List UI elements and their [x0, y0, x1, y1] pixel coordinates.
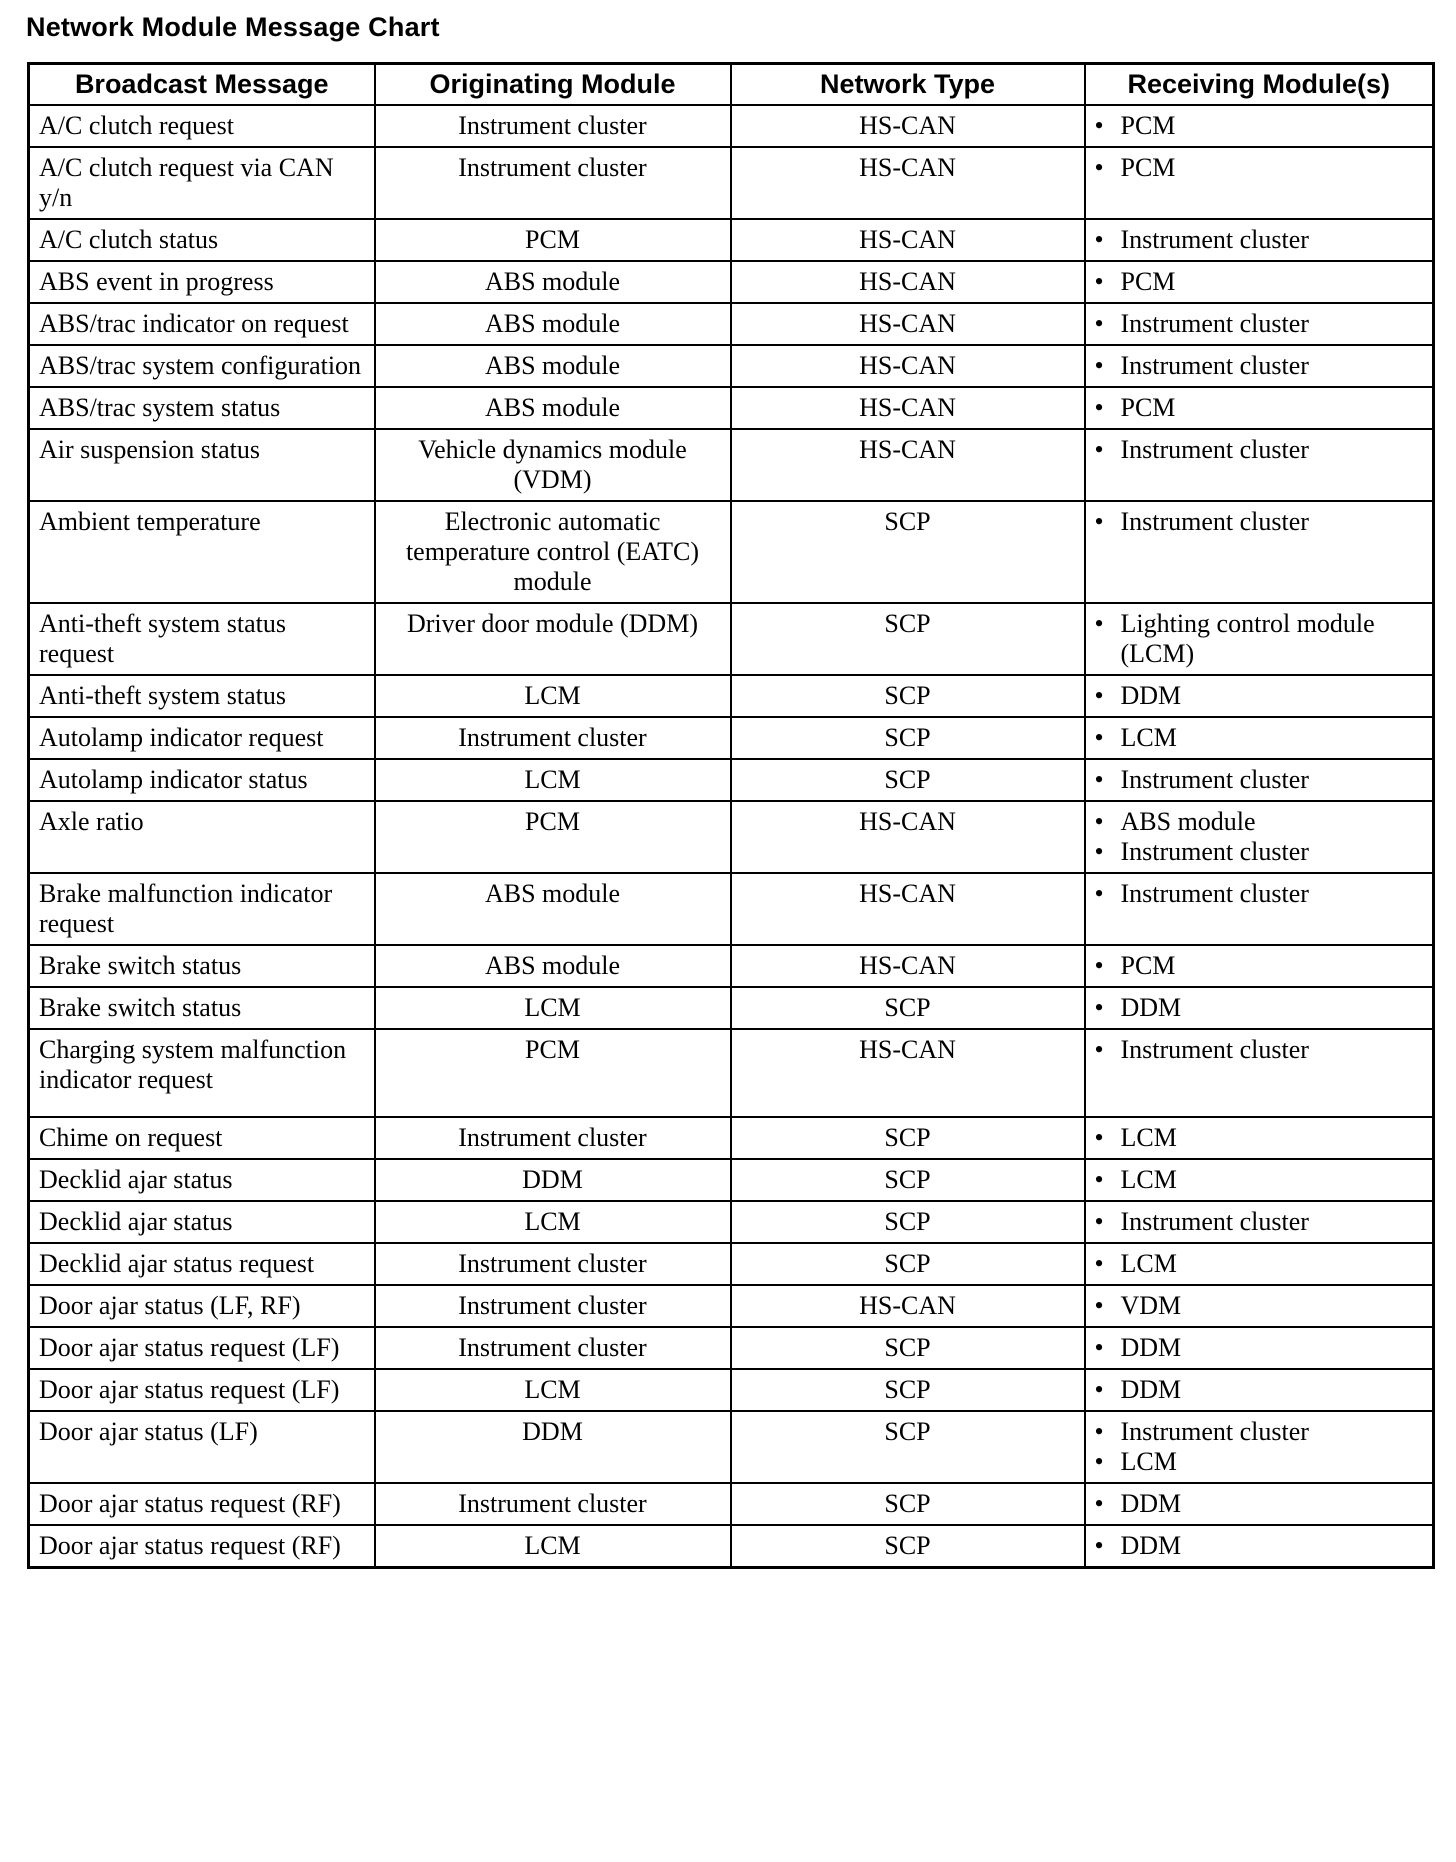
receiving-module-item	[1095, 225, 1424, 255]
table-row	[29, 1525, 1434, 1568]
receiving-module-label: PCM	[1120, 393, 1176, 422]
bullet-icon: •	[1094, 1333, 1104, 1362]
receiving-module-item	[1095, 609, 1424, 669]
cell-originating-module: LCM	[375, 1525, 731, 1568]
cell-network-type: SCP	[731, 675, 1085, 717]
cell-originating-module: Instrument cluster	[375, 1243, 731, 1285]
header-row	[29, 64, 1434, 106]
receiving-module-label: LCM	[1120, 1165, 1177, 1194]
table-row	[29, 1117, 1434, 1159]
receiving-module-label: DDM	[1120, 1531, 1182, 1560]
cell-broadcast-message: Brake malfunction indicator request	[29, 873, 375, 945]
table-row	[29, 1483, 1434, 1525]
cell-originating-module: LCM	[375, 1201, 731, 1243]
receiving-module-item	[1095, 1489, 1424, 1519]
page-title: Network Module Message Chart	[26, 12, 440, 42]
cell-network-type: SCP	[731, 603, 1085, 675]
bullet-icon: •	[1094, 765, 1104, 794]
cell-receiving-modules	[1085, 1483, 1434, 1525]
table-row	[29, 945, 1434, 987]
cell-receiving-modules	[1085, 1117, 1434, 1159]
bullet-icon: •	[1094, 435, 1104, 464]
receiving-module-list	[1095, 507, 1424, 537]
table-row	[29, 345, 1434, 387]
receiving-module-item	[1095, 1165, 1424, 1195]
table-body	[29, 105, 1434, 1568]
receiving-module-label: Instrument cluster	[1120, 225, 1309, 254]
cell-receiving-modules	[1085, 675, 1434, 717]
cell-receiving-modules	[1085, 1327, 1434, 1369]
cell-receiving-modules	[1085, 345, 1434, 387]
cell-network-type: HS-CAN	[731, 1285, 1085, 1327]
cell-originating-module: PCM	[375, 801, 731, 873]
cell-receiving-modules	[1085, 501, 1434, 603]
receiving-module-label: DDM	[1120, 993, 1182, 1022]
cell-originating-module: LCM	[375, 759, 731, 801]
cell-broadcast-message: Ambient temperature	[29, 501, 375, 603]
receiving-module-label: Instrument cluster	[1120, 309, 1309, 338]
message-chart-table	[27, 62, 1435, 1569]
bullet-icon: •	[1094, 1291, 1104, 1320]
bullet-icon: •	[1094, 1035, 1104, 1064]
receiving-module-item	[1095, 267, 1424, 297]
cell-originating-module: Instrument cluster	[375, 1327, 731, 1369]
cell-broadcast-message: ABS event in progress	[29, 261, 375, 303]
receiving-module-label: Instrument cluster	[1120, 1035, 1309, 1064]
bullet-icon: •	[1094, 1489, 1104, 1518]
cell-originating-module: Instrument cluster	[375, 147, 731, 219]
cell-network-type: HS-CAN	[731, 345, 1085, 387]
receiving-module-item	[1095, 309, 1424, 339]
cell-network-type: SCP	[731, 1483, 1085, 1525]
cell-network-type: HS-CAN	[731, 105, 1085, 147]
cell-network-type: SCP	[731, 717, 1085, 759]
cell-originating-module: Instrument cluster	[375, 1483, 731, 1525]
cell-network-type: HS-CAN	[731, 429, 1085, 501]
cell-broadcast-message: Anti-theft system status	[29, 675, 375, 717]
column-header-originating-module: Originating Module	[375, 64, 731, 106]
receiving-module-label: Instrument cluster	[1120, 837, 1309, 866]
receiving-module-list	[1095, 435, 1424, 465]
cell-originating-module: LCM	[375, 675, 731, 717]
receiving-module-list	[1095, 993, 1424, 1023]
cell-receiving-modules	[1085, 945, 1434, 987]
receiving-module-item	[1095, 879, 1424, 909]
table-row	[29, 675, 1434, 717]
table-row	[29, 387, 1434, 429]
cell-receiving-modules	[1085, 1369, 1434, 1411]
bullet-icon: •	[1094, 393, 1104, 422]
receiving-module-label: DDM	[1120, 1333, 1182, 1362]
table-row	[29, 1369, 1434, 1411]
receiving-module-item	[1095, 1123, 1424, 1153]
receiving-module-item	[1095, 723, 1424, 753]
receiving-module-item	[1095, 435, 1424, 465]
cell-network-type: HS-CAN	[731, 219, 1085, 261]
bullet-icon: •	[1094, 993, 1104, 1022]
receiving-module-item	[1095, 837, 1424, 867]
cell-network-type: SCP	[731, 1525, 1085, 1568]
cell-broadcast-message: Chime on request	[29, 1117, 375, 1159]
cell-broadcast-message: A/C clutch request via CAN y/n	[29, 147, 375, 219]
cell-broadcast-message: Charging system malfunction indicator request	[29, 1029, 375, 1117]
cell-broadcast-message: Door ajar status request (LF)	[29, 1369, 375, 1411]
receiving-module-list	[1095, 1417, 1424, 1477]
cell-originating-module: ABS module	[375, 345, 731, 387]
receiving-module-list	[1095, 1531, 1424, 1561]
cell-receiving-modules	[1085, 801, 1434, 873]
cell-broadcast-message: A/C clutch status	[29, 219, 375, 261]
cell-network-type: SCP	[731, 1411, 1085, 1483]
receiving-module-list	[1095, 765, 1424, 795]
cell-originating-module: ABS module	[375, 261, 731, 303]
table-row	[29, 501, 1434, 603]
receiving-module-label: VDM	[1120, 1291, 1182, 1320]
bullet-icon: •	[1094, 1165, 1104, 1194]
receiving-module-item	[1095, 1035, 1424, 1065]
bullet-icon: •	[1094, 609, 1104, 638]
receiving-module-label: Lighting control module (LCM)	[1120, 609, 1375, 668]
bullet-icon: •	[1094, 111, 1104, 140]
bullet-icon: •	[1094, 951, 1104, 980]
cell-network-type: HS-CAN	[731, 945, 1085, 987]
receiving-module-item	[1095, 1333, 1424, 1363]
table-row	[29, 429, 1434, 501]
cell-receiving-modules	[1085, 873, 1434, 945]
receiving-module-item	[1095, 393, 1424, 423]
cell-network-type: SCP	[731, 1243, 1085, 1285]
cell-broadcast-message: Brake switch status	[29, 987, 375, 1029]
cell-broadcast-message: Autolamp indicator status	[29, 759, 375, 801]
cell-receiving-modules	[1085, 219, 1434, 261]
cell-receiving-modules	[1085, 429, 1434, 501]
cell-network-type: SCP	[731, 501, 1085, 603]
receiving-module-item	[1095, 351, 1424, 381]
receiving-module-list	[1095, 951, 1424, 981]
receiving-module-label: LCM	[1120, 1123, 1177, 1152]
receiving-module-list	[1095, 1375, 1424, 1405]
receiving-module-list	[1095, 1489, 1424, 1519]
cell-originating-module: Electronic automatic temperature control (EATC) module	[375, 501, 731, 603]
cell-broadcast-message: ABS/trac indicator on request	[29, 303, 375, 345]
cell-network-type: SCP	[731, 1117, 1085, 1159]
receiving-module-label: Instrument cluster	[1120, 1207, 1309, 1236]
bullet-icon: •	[1094, 1447, 1104, 1476]
receiving-module-list	[1095, 1249, 1424, 1279]
cell-receiving-modules	[1085, 1285, 1434, 1327]
receiving-module-label: LCM	[1120, 723, 1177, 752]
cell-broadcast-message: Decklid ajar status	[29, 1159, 375, 1201]
cell-network-type: HS-CAN	[731, 261, 1085, 303]
table-row	[29, 219, 1434, 261]
bullet-icon: •	[1094, 225, 1104, 254]
cell-originating-module: DDM	[375, 1411, 731, 1483]
receiving-module-list	[1095, 1333, 1424, 1363]
cell-broadcast-message: Autolamp indicator request	[29, 717, 375, 759]
cell-originating-module: Vehicle dynamics module (VDM)	[375, 429, 731, 501]
bullet-icon: •	[1094, 1417, 1104, 1446]
receiving-module-list	[1095, 225, 1424, 255]
bullet-icon: •	[1094, 351, 1104, 380]
cell-originating-module: Driver door module (DDM)	[375, 603, 731, 675]
bullet-icon: •	[1094, 309, 1104, 338]
column-header-broadcast-message: Broadcast Message	[29, 64, 375, 106]
table-row	[29, 717, 1434, 759]
bullet-icon: •	[1094, 1123, 1104, 1152]
receiving-module-label: LCM	[1120, 1249, 1177, 1278]
cell-originating-module: DDM	[375, 1159, 731, 1201]
cell-network-type: SCP	[731, 987, 1085, 1029]
table-row	[29, 105, 1434, 147]
cell-broadcast-message: Axle ratio	[29, 801, 375, 873]
receiving-module-list	[1095, 1035, 1424, 1065]
cell-network-type: HS-CAN	[731, 147, 1085, 219]
cell-broadcast-message: Air suspension status	[29, 429, 375, 501]
receiving-module-list	[1095, 153, 1424, 183]
receiving-module-item	[1095, 1249, 1424, 1279]
cell-receiving-modules	[1085, 1525, 1434, 1568]
cell-originating-module: Instrument cluster	[375, 105, 731, 147]
cell-network-type: HS-CAN	[731, 801, 1085, 873]
receiving-module-label: PCM	[1120, 153, 1176, 182]
receiving-module-label: ABS module	[1120, 807, 1256, 836]
bullet-icon: •	[1094, 1207, 1104, 1236]
cell-network-type: SCP	[731, 1327, 1085, 1369]
cell-receiving-modules	[1085, 105, 1434, 147]
table-row	[29, 603, 1434, 675]
receiving-module-item	[1095, 681, 1424, 711]
table-row	[29, 1327, 1434, 1369]
cell-originating-module: PCM	[375, 219, 731, 261]
bullet-icon: •	[1094, 723, 1104, 752]
receiving-module-item	[1095, 1447, 1424, 1477]
bullet-icon: •	[1094, 267, 1104, 296]
cell-receiving-modules	[1085, 387, 1434, 429]
table-row	[29, 147, 1434, 219]
cell-broadcast-message: Door ajar status (LF)	[29, 1411, 375, 1483]
table-row	[29, 987, 1434, 1029]
receiving-module-label: Instrument cluster	[1120, 879, 1309, 908]
receiving-module-list	[1095, 879, 1424, 909]
receiving-module-item	[1095, 111, 1424, 141]
bullet-icon: •	[1094, 879, 1104, 908]
receiving-module-list	[1095, 807, 1424, 867]
receiving-module-list	[1095, 1123, 1424, 1153]
cell-broadcast-message: Door ajar status (LF, RF)	[29, 1285, 375, 1327]
table-row	[29, 1243, 1434, 1285]
table-row	[29, 1029, 1434, 1117]
cell-receiving-modules	[1085, 147, 1434, 219]
cell-originating-module: ABS module	[375, 387, 731, 429]
receiving-module-list	[1095, 351, 1424, 381]
cell-receiving-modules	[1085, 1029, 1434, 1117]
bullet-icon: •	[1094, 153, 1104, 182]
receiving-module-item	[1095, 807, 1424, 837]
cell-network-type: SCP	[731, 1159, 1085, 1201]
cell-originating-module: ABS module	[375, 945, 731, 987]
bullet-icon: •	[1094, 1531, 1104, 1560]
receiving-module-list	[1095, 1207, 1424, 1237]
cell-receiving-modules	[1085, 1411, 1434, 1483]
cell-receiving-modules	[1085, 1243, 1434, 1285]
receiving-module-list	[1095, 681, 1424, 711]
cell-network-type: SCP	[731, 1369, 1085, 1411]
receiving-module-item	[1095, 1207, 1424, 1237]
table-row	[29, 1201, 1434, 1243]
cell-network-type: HS-CAN	[731, 303, 1085, 345]
cell-network-type: HS-CAN	[731, 1029, 1085, 1117]
cell-receiving-modules	[1085, 759, 1434, 801]
receiving-module-item	[1095, 993, 1424, 1023]
cell-broadcast-message: Anti-theft system status request	[29, 603, 375, 675]
table-row	[29, 1411, 1434, 1483]
receiving-module-label: Instrument cluster	[1120, 765, 1309, 794]
receiving-module-list	[1095, 393, 1424, 423]
cell-originating-module: LCM	[375, 1369, 731, 1411]
receiving-module-item	[1095, 765, 1424, 795]
receiving-module-list	[1095, 1165, 1424, 1195]
cell-originating-module: ABS module	[375, 873, 731, 945]
cell-receiving-modules	[1085, 1159, 1434, 1201]
table-row	[29, 801, 1434, 873]
cell-broadcast-message: ABS/trac system status	[29, 387, 375, 429]
receiving-module-list	[1095, 1291, 1424, 1321]
receiving-module-item	[1095, 1417, 1424, 1447]
table-row	[29, 873, 1434, 945]
cell-network-type: HS-CAN	[731, 387, 1085, 429]
cell-network-type: SCP	[731, 759, 1085, 801]
cell-originating-module: LCM	[375, 987, 731, 1029]
cell-receiving-modules	[1085, 987, 1434, 1029]
bullet-icon: •	[1094, 507, 1104, 536]
cell-network-type: HS-CAN	[731, 873, 1085, 945]
receiving-module-label: PCM	[1120, 951, 1176, 980]
receiving-module-label: DDM	[1120, 1489, 1182, 1518]
bullet-icon: •	[1094, 681, 1104, 710]
receiving-module-list	[1095, 309, 1424, 339]
receiving-module-label: Instrument cluster	[1120, 507, 1309, 536]
cell-broadcast-message: Door ajar status request (LF)	[29, 1327, 375, 1369]
cell-broadcast-message: ABS/trac system configuration	[29, 345, 375, 387]
column-header-network-type: Network Type	[731, 64, 1085, 106]
cell-originating-module: Instrument cluster	[375, 1285, 731, 1327]
receiving-module-label: Instrument cluster	[1120, 435, 1309, 464]
receiving-module-list	[1095, 723, 1424, 753]
cell-receiving-modules	[1085, 1201, 1434, 1243]
table-row	[29, 261, 1434, 303]
cell-originating-module: ABS module	[375, 303, 731, 345]
receiving-module-label: Instrument cluster	[1120, 351, 1309, 380]
receiving-module-item	[1095, 951, 1424, 981]
receiving-module-label: DDM	[1120, 681, 1182, 710]
receiving-module-list	[1095, 267, 1424, 297]
cell-network-type: SCP	[731, 1201, 1085, 1243]
cell-broadcast-message: Brake switch status	[29, 945, 375, 987]
receiving-module-label: DDM	[1120, 1375, 1182, 1404]
receiving-module-item	[1095, 507, 1424, 537]
cell-originating-module: Instrument cluster	[375, 717, 731, 759]
cell-originating-module: Instrument cluster	[375, 1117, 731, 1159]
table-row	[29, 759, 1434, 801]
receiving-module-label: PCM	[1120, 267, 1176, 296]
receiving-module-list	[1095, 111, 1424, 141]
bullet-icon: •	[1094, 1249, 1104, 1278]
receiving-module-item	[1095, 1291, 1424, 1321]
table-row	[29, 1285, 1434, 1327]
table-row	[29, 1159, 1434, 1201]
cell-broadcast-message: A/C clutch request	[29, 105, 375, 147]
cell-receiving-modules	[1085, 717, 1434, 759]
bullet-icon: •	[1094, 837, 1104, 866]
bullet-icon: •	[1094, 1375, 1104, 1404]
receiving-module-item	[1095, 153, 1424, 183]
cell-originating-module: PCM	[375, 1029, 731, 1117]
receiving-module-label: Instrument cluster	[1120, 1417, 1309, 1446]
cell-receiving-modules	[1085, 603, 1434, 675]
cell-receiving-modules	[1085, 303, 1434, 345]
cell-receiving-modules	[1085, 261, 1434, 303]
cell-broadcast-message: Door ajar status request (RF)	[29, 1525, 375, 1568]
receiving-module-item	[1095, 1531, 1424, 1561]
column-header-receiving-modules: Receiving Module(s)	[1085, 64, 1434, 106]
cell-broadcast-message: Door ajar status request (RF)	[29, 1483, 375, 1525]
receiving-module-list	[1095, 609, 1424, 669]
cell-broadcast-message: Decklid ajar status	[29, 1201, 375, 1243]
receiving-module-label: LCM	[1120, 1447, 1177, 1476]
cell-broadcast-message: Decklid ajar status request	[29, 1243, 375, 1285]
bullet-icon: •	[1094, 807, 1104, 836]
receiving-module-item	[1095, 1375, 1424, 1405]
table-row	[29, 303, 1434, 345]
receiving-module-label: PCM	[1120, 111, 1176, 140]
